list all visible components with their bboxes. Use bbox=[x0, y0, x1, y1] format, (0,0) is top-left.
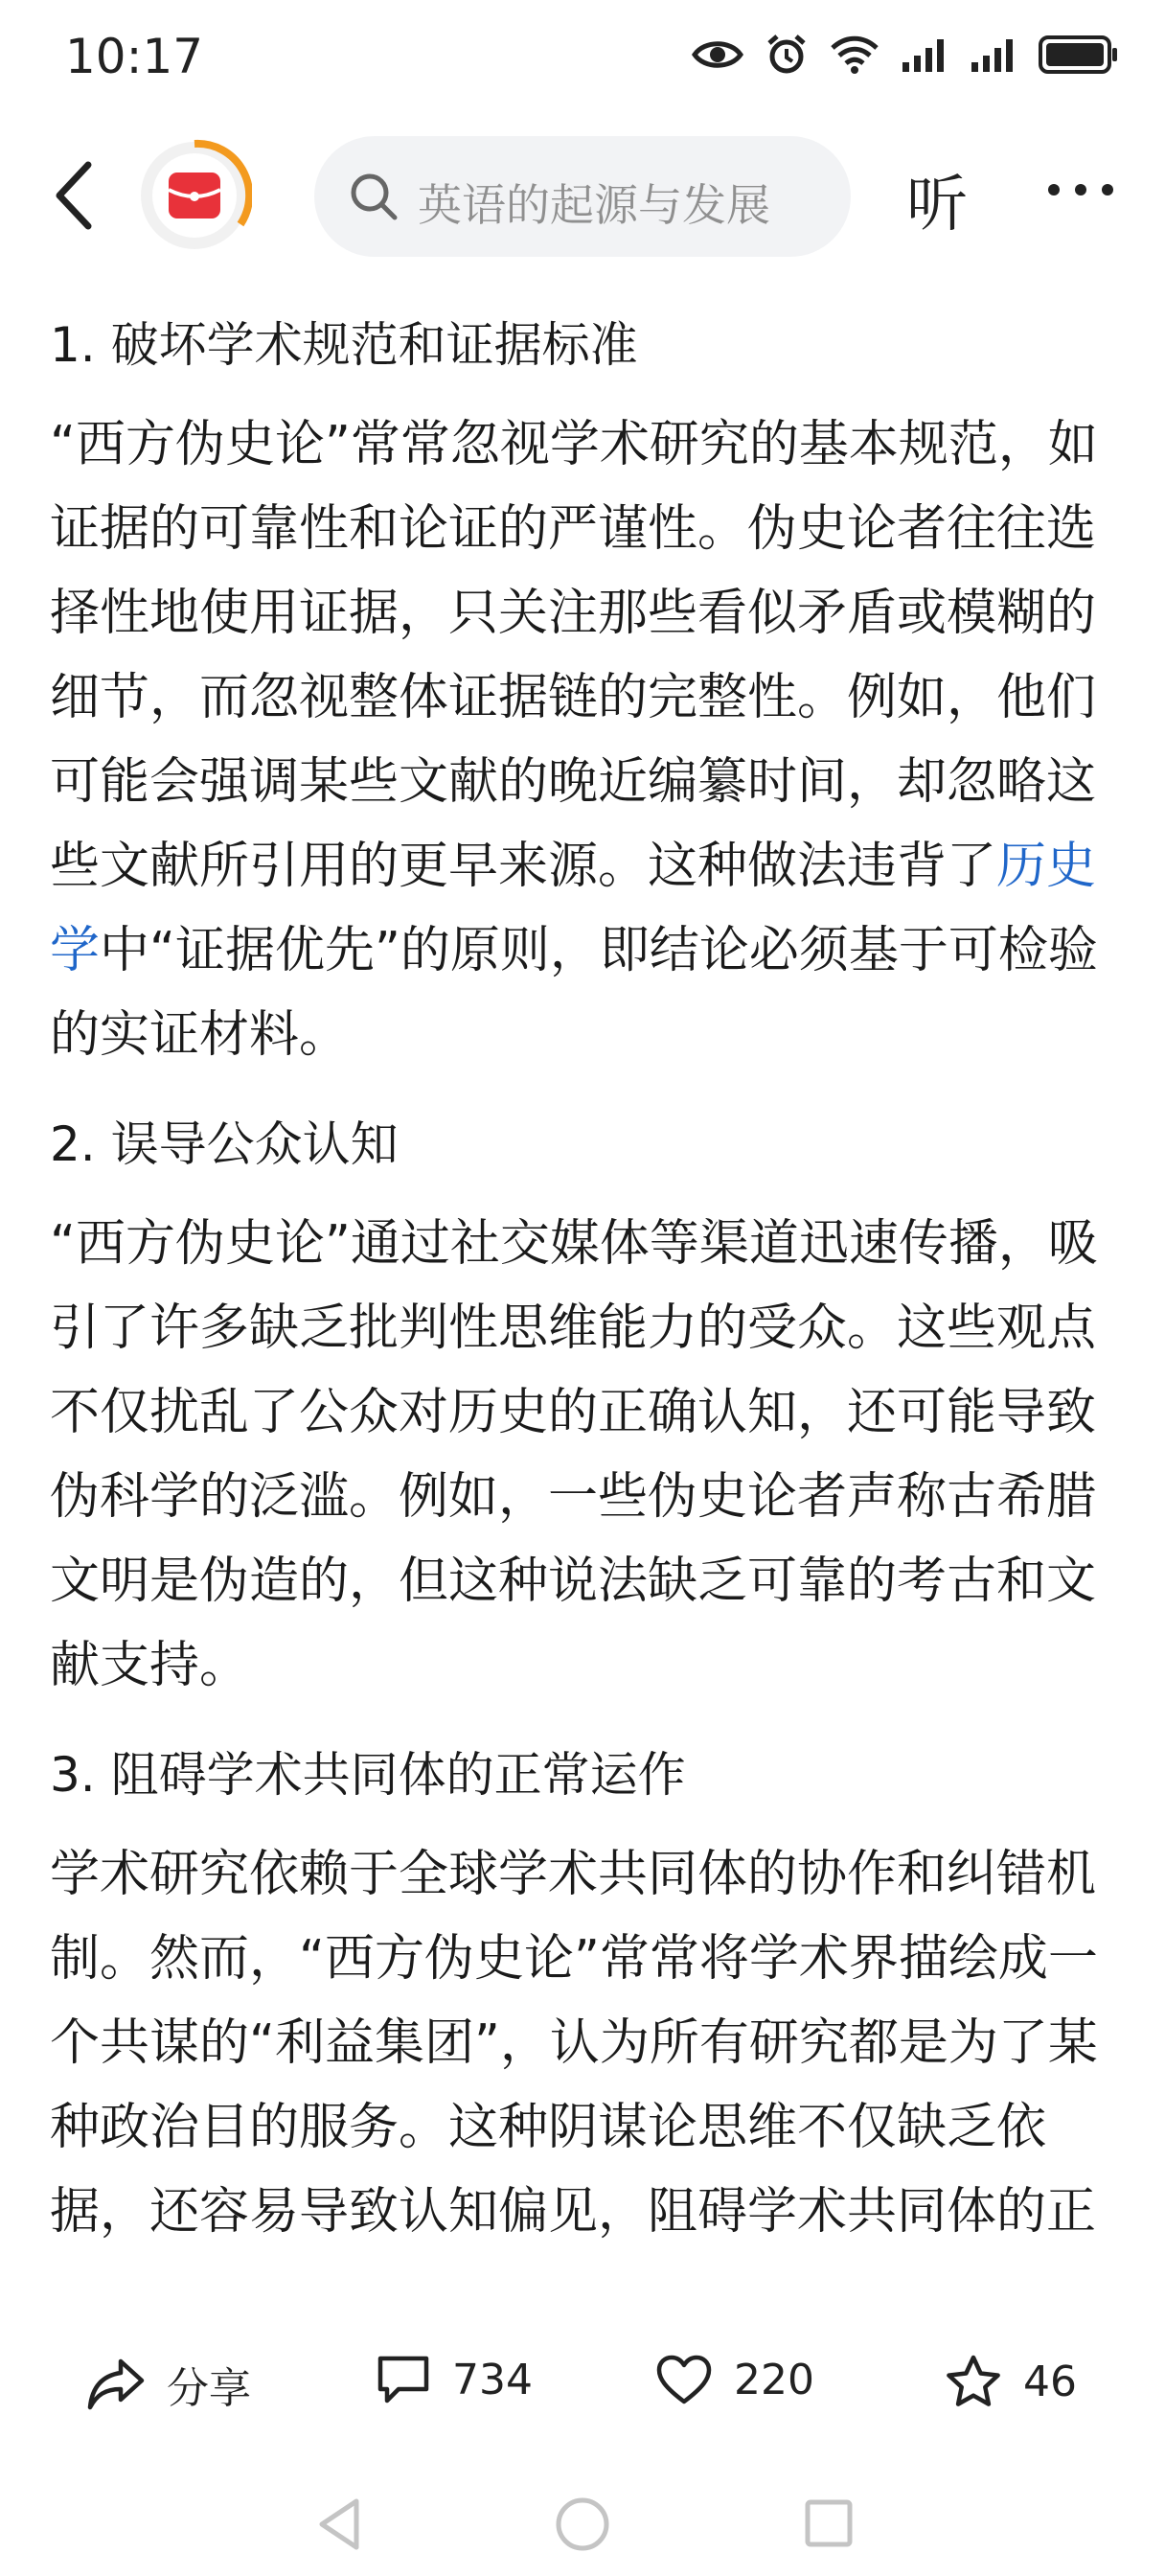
action-bar bbox=[0, 2331, 1165, 2436]
paragraph-text: 中“证据优先”的原则，即结论必须基于可检验的实证材料。 bbox=[50, 922, 1098, 1064]
top-nav bbox=[0, 125, 1165, 268]
more-horizontal-icon bbox=[1044, 180, 1117, 199]
section-paragraph bbox=[50, 402, 1115, 1077]
heart-icon bbox=[655, 2354, 713, 2405]
favorite-count: 46 bbox=[1023, 2357, 1077, 2406]
signal-icon bbox=[970, 37, 1017, 72]
status-bar bbox=[0, 0, 1165, 115]
section-paragraph: 学术研究依赖于全球学术共同体的协作和纠错机制。然而，“西方伪史论”常常将学术界描绘成一个共谋的“利益集团”，认为所有研究都是为了某种政治目的服务。这种阴谋论思维不仅缺乏依据，还容易导致认知偏见，阻碍学术共同体的正 bbox=[50, 1846, 1098, 2241]
system-nav-bar bbox=[0, 2472, 1165, 2576]
wifi-icon bbox=[830, 34, 879, 75]
back-triangle-icon[interactable] bbox=[314, 2496, 364, 2553]
paragraph-text: “西方伪史论”常常忽视学术研究的基本规范，如证据的可靠性和论证的严谨性。伪史论者往往选择性地使用证据，只关注那些看似矛盾或模糊的细节，而忽视整体证据链的完整性。例如，他们可能会强调某些文献的晚近编纂时间，却忽略这些文献所引用的更早来源。这种做法违背了 bbox=[50, 416, 1098, 895]
section-heading: 1. 破坏学术规范和证据标准 bbox=[50, 317, 638, 373]
listen-button[interactable]: 听 bbox=[906, 170, 968, 241]
share-icon bbox=[86, 2358, 146, 2411]
status-time: 10:17 bbox=[65, 29, 204, 84]
comment-icon bbox=[376, 2354, 431, 2405]
eye-icon bbox=[692, 37, 743, 72]
more-button[interactable] bbox=[1044, 180, 1117, 203]
chevron-left-icon bbox=[46, 157, 103, 234]
link-history[interactable]: 历史学 bbox=[50, 838, 1097, 979]
share-label: 分享 bbox=[167, 2364, 251, 2413]
back-button[interactable] bbox=[46, 157, 103, 234]
comment-button[interactable] bbox=[376, 2354, 533, 2405]
like-button[interactable] bbox=[655, 2354, 814, 2405]
search-placeholder: 英语的起源与发展 bbox=[418, 179, 770, 231]
star-icon bbox=[945, 2354, 1002, 2409]
section-heading: 3. 阻碍学术共同体的正常运作 bbox=[50, 1747, 686, 1803]
search-input[interactable] bbox=[314, 136, 851, 257]
avatar[interactable] bbox=[137, 138, 252, 253]
recents-square-icon[interactable] bbox=[803, 2497, 855, 2549]
avatar-logo-icon bbox=[137, 138, 252, 253]
section-paragraph: “西方伪史论”通过社交媒体等渠道迅速传播，吸引了许多缺乏批判性思维能力的受众。这些观点不仅扰乱了公众对历史的正确认知，还可能导致伪科学的泛滥。例如，一些伪史论者声称古希腊文明是伪造的，但这种说法缺乏可靠的考古和文献支持。 bbox=[50, 1215, 1098, 1694]
section-heading: 2. 误导公众认知 bbox=[50, 1116, 399, 1172]
favorite-button[interactable] bbox=[945, 2354, 1077, 2409]
status-icons bbox=[692, 33, 1119, 77]
comment-count: 734 bbox=[452, 2355, 533, 2404]
share-button[interactable] bbox=[86, 2354, 251, 2415]
search-icon bbox=[349, 172, 399, 221]
battery-icon bbox=[1039, 35, 1119, 74]
like-count: 220 bbox=[734, 2355, 814, 2404]
signal-icon bbox=[901, 37, 948, 72]
alarm-icon bbox=[765, 33, 809, 77]
article-body bbox=[50, 288, 1115, 2296]
home-circle-icon[interactable] bbox=[554, 2496, 611, 2553]
